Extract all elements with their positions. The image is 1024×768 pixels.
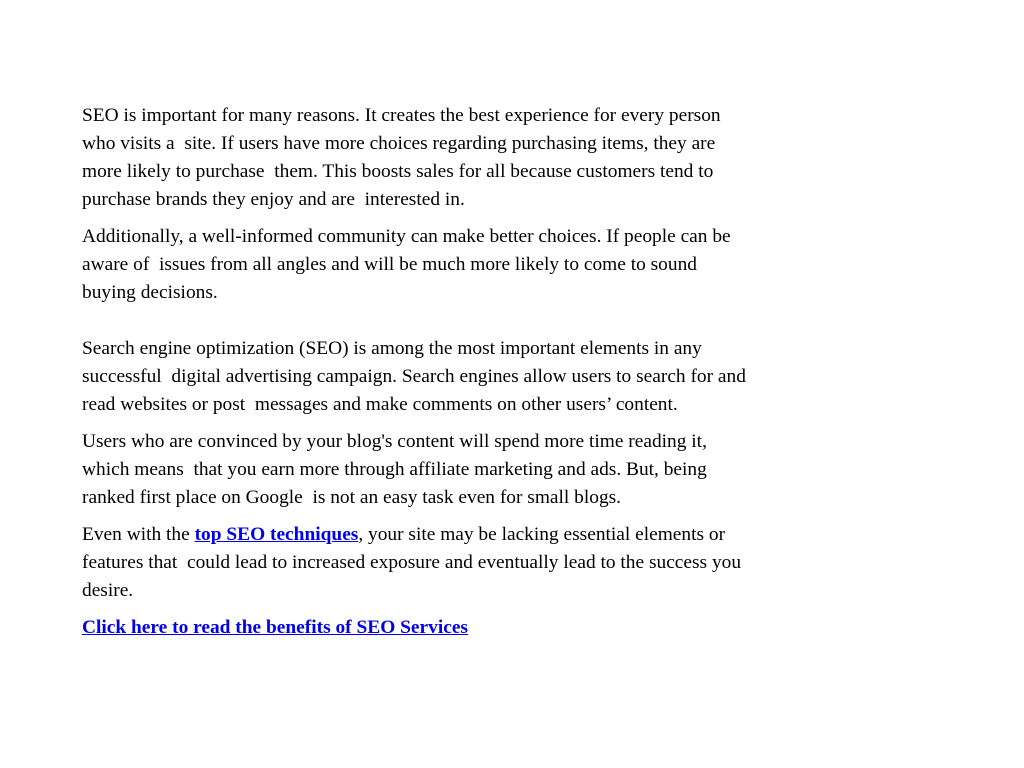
paragraph-line: Additionally, a well-informed community can make better choices. If people can be <box>82 226 731 247</box>
paragraph-line: who visits a site. If users have more choices regarding purchasing items, they are <box>82 133 716 154</box>
paragraph-line: purchase brands they enjoy and are interested in. <box>82 189 465 210</box>
paragraph-line: desire. <box>82 580 134 601</box>
paragraph-text: Even with the <box>82 524 195 545</box>
paragraph-line: successful digital advertising campaign. Search engines allow users to search for and <box>82 366 746 387</box>
paragraph-informed-community <box>82 223 892 307</box>
paragraph-line: Search engine optimization (SEO) is among the most important elements in any <box>82 338 702 359</box>
paragraph-line: buying decisions. <box>82 282 218 303</box>
paragraph-seo-importance <box>82 102 892 214</box>
paragraph-text: , your site may be lacking essential elements or <box>358 524 726 545</box>
paragraph-line: which means that you earn more through affiliate marketing and ads. But, being <box>82 459 707 480</box>
top-seo-techniques-link[interactable]: top SEO techniques <box>194 524 359 545</box>
paragraph-seo-definition <box>82 335 892 419</box>
paragraph-line: features that could lead to increased exposure and eventually lead to the success you <box>82 552 742 573</box>
paragraph-line <box>82 521 892 549</box>
paragraph-line: more likely to purchase them. This boosts sales for all because customers tend to <box>82 161 714 182</box>
paragraph-line: aware of issues from all angles and will be much more likely to come to sound <box>82 254 697 275</box>
paragraph-line: ranked first place on Google is not an easy task even for small blogs. <box>82 487 622 508</box>
paragraph-seo-techniques <box>82 521 892 605</box>
cta-paragraph <box>82 614 892 642</box>
paragraph-line: read websites or post messages and make comments on other users’ content. <box>82 394 678 415</box>
paragraph-line: SEO is important for many reasons. It creates the best experience for every person <box>82 105 721 126</box>
paragraph-line: Users who are convinced by your blog's content will spend more time reading it, <box>82 431 707 452</box>
seo-services-benefits-link[interactable]: Click here to read the benefits of SEO Services <box>82 617 468 638</box>
document-body <box>82 102 892 642</box>
paragraph-blog-content <box>82 428 892 512</box>
